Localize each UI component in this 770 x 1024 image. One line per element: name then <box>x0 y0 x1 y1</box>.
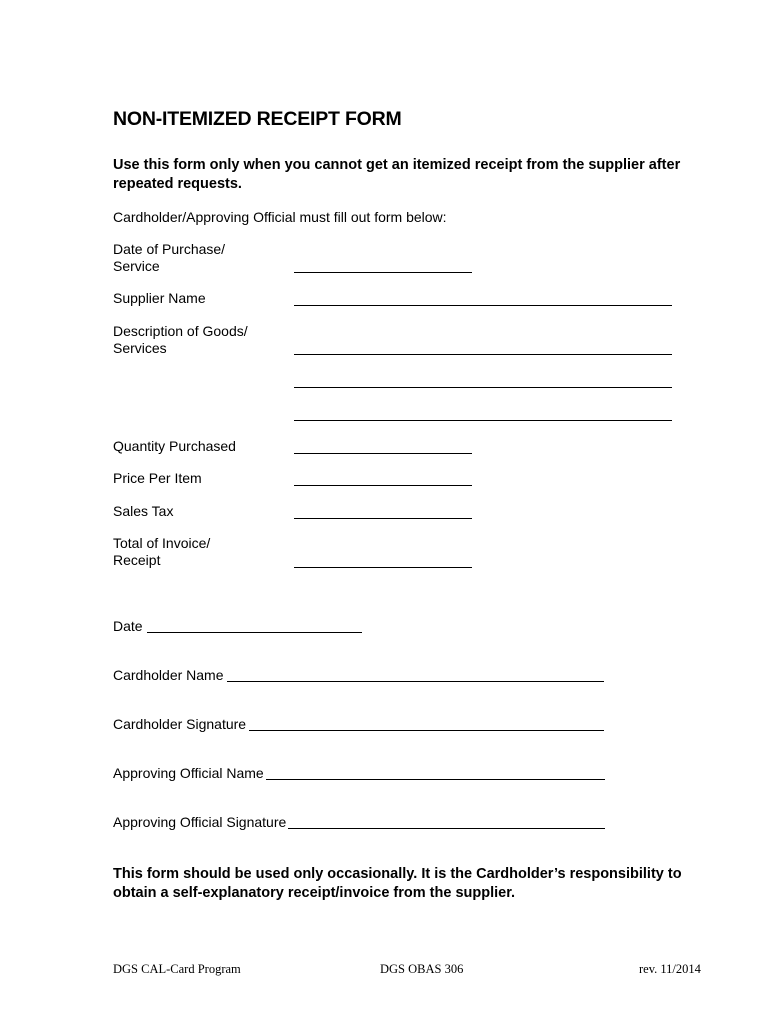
description-field-line-2[interactable] <box>294 387 672 388</box>
footer-program: DGS CAL-Card Program <box>113 962 241 976</box>
instruction-text: Cardholder/Approving Official must fill out form below: <box>113 209 447 225</box>
date-of-purchase-label-line2: Service <box>113 258 160 274</box>
total-label-line1: Total of Invoice/ <box>113 535 211 551</box>
quantity-field[interactable] <box>294 453 472 454</box>
approving-official-signature-label: Approving Official Signature <box>113 814 287 830</box>
footer-form-number: DGS OBAS 306 <box>380 962 464 976</box>
supplier-name-label: Supplier Name <box>113 290 206 306</box>
description-label-line2: Services <box>113 340 167 356</box>
quantity-label: Quantity Purchased <box>113 438 236 454</box>
price-field[interactable] <box>294 485 472 486</box>
sales-tax-field[interactable] <box>294 518 472 519</box>
total-label-line2: Receipt <box>113 552 161 568</box>
description-field-line-3[interactable] <box>294 420 672 421</box>
total-label <box>113 535 210 569</box>
date-of-purchase-field[interactable] <box>294 272 472 273</box>
price-label: Price Per Item <box>113 470 202 486</box>
description-label <box>113 323 248 357</box>
intro-text: Use this form only when you cannot get an itemized receipt from the supplier after repeated requests. <box>113 157 681 192</box>
approving-official-name-label: Approving Official Name <box>113 765 264 781</box>
cardholder-name-label: Cardholder Name <box>113 667 224 683</box>
date-of-purchase-label <box>113 241 225 275</box>
cardholder-signature-label: Cardholder Signature <box>113 716 247 732</box>
description-field-line-1[interactable] <box>294 354 672 355</box>
form-title: NON-ITEMIZED RECEIPT FORM <box>113 108 402 130</box>
sales-tax-label: Sales Tax <box>113 503 174 519</box>
total-field[interactable] <box>294 567 472 568</box>
footer-revision: rev. 11/2014 <box>639 962 701 976</box>
approving-official-name-field[interactable] <box>266 779 605 780</box>
cardholder-signature-field[interactable] <box>249 730 604 731</box>
description-label-line1: Description of Goods/ <box>113 323 248 339</box>
cardholder-name-field[interactable] <box>227 681 604 682</box>
date-field[interactable] <box>147 632 362 633</box>
supplier-name-field[interactable] <box>294 305 672 306</box>
date-of-purchase-label-line1: Date of Purchase/ <box>113 241 226 257</box>
closing-note: This form should be used only occasionally. It is the Cardholder’s responsibility to obtain a self-explanatory receipt/invoice from the supplier. <box>113 866 682 901</box>
date-label: Date <box>113 618 143 634</box>
approving-official-signature-field[interactable] <box>288 828 605 829</box>
